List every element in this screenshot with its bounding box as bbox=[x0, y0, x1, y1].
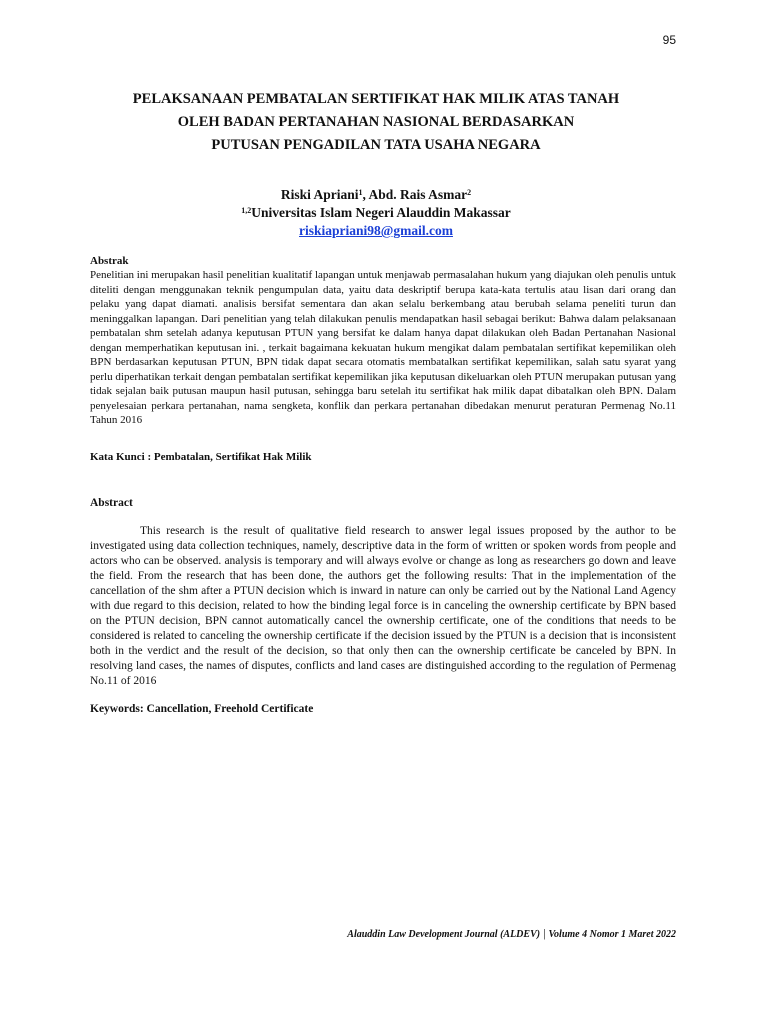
footer-separator: | bbox=[543, 926, 546, 940]
footer-journal-name: Alauddin Law Development Journal (ALDEV) bbox=[347, 929, 541, 940]
title-line-2: OLEH BADAN PERTANAHAN NASIONAL BERDASARKAN bbox=[177, 114, 575, 130]
affiliation-line bbox=[60, 204, 692, 222]
paper-title bbox=[60, 88, 692, 157]
author-name-1: Riski Apriani bbox=[280, 187, 359, 202]
affiliation: Universitas Islam Negeri Alauddin Makassar bbox=[251, 205, 511, 220]
abstrak-body: Penelitian ini merupakan hasil penelitian kualitatif lapangan untuk menjawab permasalahan hukum yang diajukan oleh penulis untuk diteliti dengan menggunakan teknik pengumpulan data, yaitu data deskriptif berupa kata-kata tertulis atau lisan dari orang dan pelaku yang dapat diamati. analisis bersifat sementara dan akan selalu berkembang atau berubah selama peneliti turun dan meninggalkan lapangan. Dari penelitian yang telah dilakukan penulis mendapatkan hasil sebagai berikut: Bahwa dalam pelaksanaan pembatalan shm setelah adanya keputusan PTUN yang bersifat ke dalam hanya dapat dilakukan oleh Badan Pertanahan Nasional dengan memperhatikan keputusan ini. , terkait bagaimana kekuatan hukum mengikat dalam pembatalan sertifikat kepemilikan oleh BPN berdasarkan keputusan PTUN, BPN tidak dapat secara otomatis membatalkan sertifikat kepemilikan, salah satu syarat yang perlu diperhatikan terkait dengan pembatalan sertifikat kepemilikan jika keputusan dikeluarkan oleh PTUN merupakan putusan yang tidak sejalan baik putusan maupun hasil putusan, sehingga baru setelah itu sertifikat hak milik dapat dibatalkan oleh BPN. Dalam penyelesaian perkara pertanahan, nama sengketa, konflik dan perkara pertanahan dibedakan menurut peraturan Permenag No.11 Tahun 2016 bbox=[90, 269, 676, 426]
page-number: 95 bbox=[662, 33, 676, 47]
title-line-1: PELAKSANAAN PEMBATALAN SERTIFIKAT HAK MILIK ATAS TANAH bbox=[132, 91, 620, 107]
affiliation-sup: 1,2 bbox=[241, 206, 252, 215]
author-block bbox=[60, 186, 692, 240]
abstract-heading: Abstract bbox=[90, 497, 133, 509]
author-name-2: Abd. Rais Asmar bbox=[368, 187, 468, 202]
title-line-3: PUTUSAN PENGADILAN TATA USAHA NEGARA bbox=[211, 137, 541, 153]
author-sup-1: 1 bbox=[358, 188, 363, 197]
email-line bbox=[60, 222, 692, 240]
author-separator: , bbox=[362, 187, 369, 202]
kata-kunci: Kata Kunci : Pembatalan, Sertifikat Hak Milik bbox=[90, 451, 312, 463]
journal-footer bbox=[347, 926, 676, 941]
author-line bbox=[60, 186, 692, 204]
author-sup-2: 2 bbox=[467, 188, 472, 197]
abstract-body: This research is the result of qualitative field research to answer legal issues proposed by the author to be investigated using data collection techniques, namely, descriptive data in the form of written or spoken words from people and actors who can be observed. analysis is temporary and will always evolve or change as long as researchers go down and leave the field. From the research that has been done, the authors get the following results: That in the implementation of the cancellation of the shm after a PTUN decision which is inward in nature can only be carried out by the National Land Agency with due regard to this decision, related to how the binding legal force is in canceling the ownership certificate by BPN based on the PTUN decision, BPN cannot automatically cancel the ownership certificate, one of the conditions that needs to be considered is related to canceling the ownership certificate if the decision issued by the PTUN is a decision that is inconsistent both in the verdict and the result of the decision, so that only then can the ownership certificate be canceled by BPN. In resolving land cases, the names of disputes, conflicts and land cases are distinguished according to the regulation of Permenag No.11 of 2016 bbox=[90, 525, 676, 687]
author-email-link[interactable]: riskiapriani98@gmail.com bbox=[299, 223, 453, 238]
abstrak-heading: Abstrak bbox=[90, 255, 129, 267]
footer-issue: Volume 4 Nomor 1 Maret 2022 bbox=[548, 929, 676, 940]
keywords: Keywords: Cancellation, Freehold Certificate bbox=[90, 703, 314, 715]
